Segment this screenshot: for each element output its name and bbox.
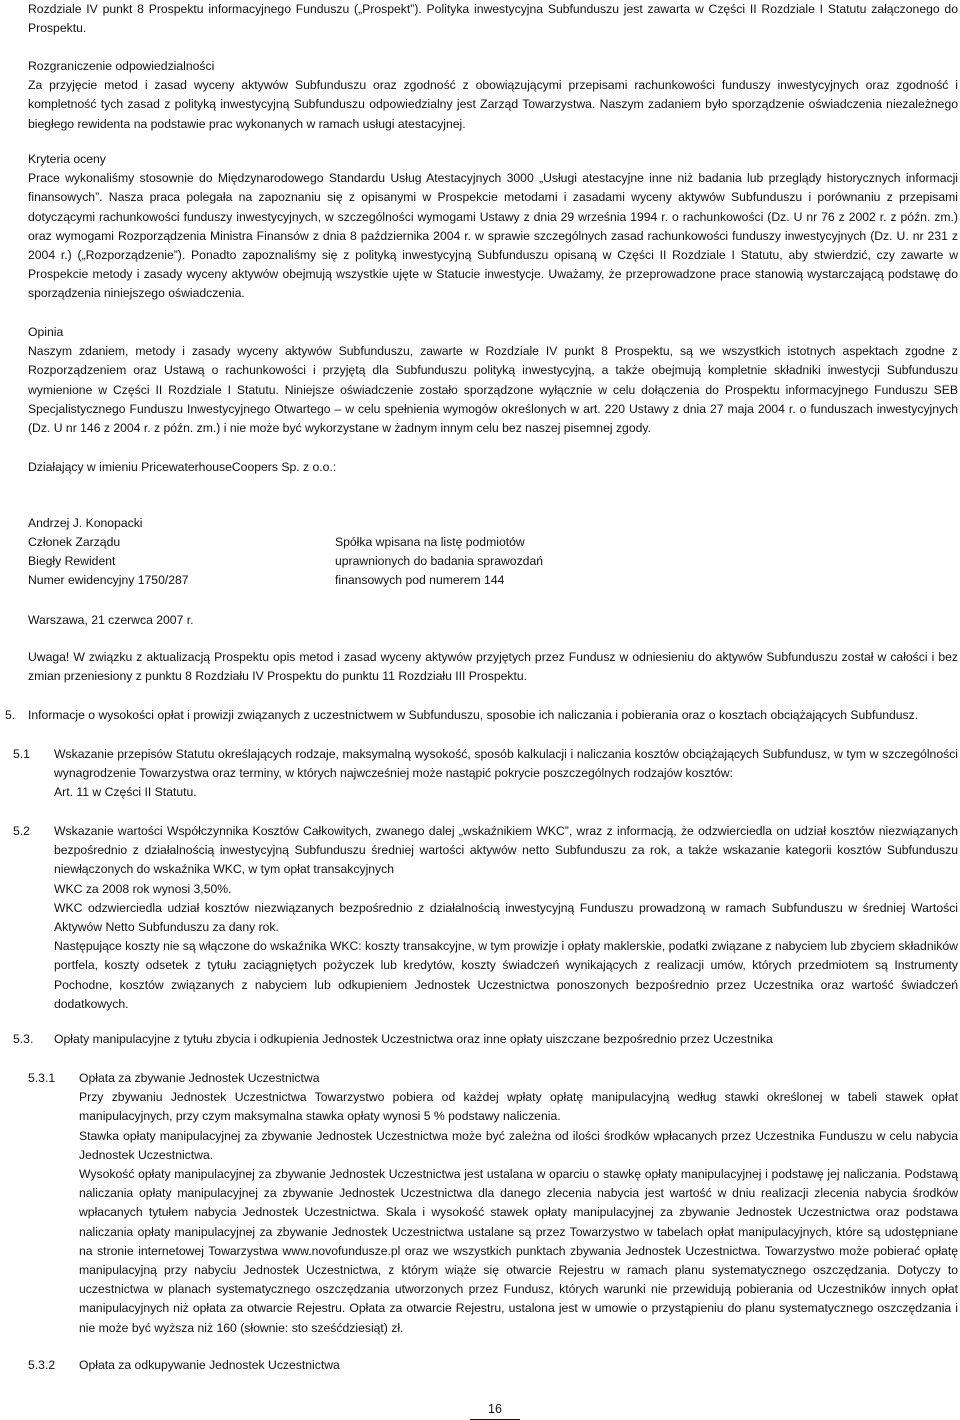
section-5-2 bbox=[13, 822, 958, 1014]
note-paragraph: Uwaga! W związku z aktualizacją Prospektu opis metod i zasad wyceny aktywów przyjętych przez Fundusz w odniesieniu do aktywów Subfunduszu został w całości i bez zmian przeniesiony z punktu 8 Rozdziału IV Prospektu do punktu 11 Rozdziału III Prospektu. bbox=[28, 650, 958, 684]
subsection-title: Opłata za odkupywanie Jednostek Uczestnictwa bbox=[79, 1358, 340, 1372]
section-title: Opłaty manipulacyjne z tytułu zbycia i odkupienia Jednostek Uczestnictwa oraz inne opłaty uiszczane bezpośrednio przez Uczestnika bbox=[54, 1032, 773, 1046]
page-footer bbox=[0, 1400, 960, 1420]
place-date: Warszawa, 21 czerwca 2007 r. bbox=[28, 613, 194, 627]
company-registration-line: Spółka wpisana na listę podmiotów bbox=[335, 535, 525, 549]
acting-on-behalf: Działający w imieniu PricewaterhouseCoopers Sp. z o.o.: bbox=[28, 460, 337, 474]
section-text: Wskazanie wartości Współczynnika Kosztów Całkowitych, zwanego dalej „wskaźnikiem WKC”, wraz z informacją, że odzwierciedla on udział kosztów niezwiązanych bezpośrednio z działalnością inwestycyjną Subfunduszu średniej wartości aktywów netto Subfunduszu za rok, a także wskazanie kategorii kosztów Subfunduszu niewłączonych do wskaźnika WKC, w tym opłat transakcyjnych bbox=[54, 824, 958, 877]
intro-paragraph: Rozdziale IV punkt 8 Prospektu informacyjnego Funduszu („Prospekt”). Polityka inwestycyjna Subfunduszu jest zawarta w Części II Rozdziale I Statutu załączonego do Prospektu. bbox=[28, 2, 958, 36]
subsection-text: Stawka opłaty manipulacyjnej za zbywanie Jednostek Uczestnictwa może być zależna od ilości środków wpłacanych przez Uczestnika Funduszu w celu nabycia Jednostek Uczestnictwa. bbox=[79, 1128, 958, 1162]
opinion-section bbox=[28, 323, 958, 438]
section-5-3-2 bbox=[28, 1356, 958, 1375]
section-5-1 bbox=[13, 745, 958, 803]
subsection-title: Opłata za zbywanie Jednostek Uczestnictwa bbox=[79, 1071, 320, 1085]
signatory-number: Numer ewidencyjny 1750/287 bbox=[28, 573, 189, 587]
subsection-text: Przy zbywaniu Jednostek Uczestnictwa Towarzystwo pobiera od każdej wpłaty opłatę manipulacyjną według stawki określonej w tabeli stawek opłat manipulacyjnych, przy czym maksymalna stawka opłaty wynosi 5 % podstawy naliczenia. bbox=[79, 1090, 958, 1124]
criteria-section bbox=[28, 150, 958, 304]
section-heading: Kryteria oceny bbox=[28, 152, 106, 166]
section-5-3-1 bbox=[28, 1069, 958, 1338]
section-text: WKC odzwierciedla udział kosztów niezwiązanych bezpośrednio z działalnością inwestycyjną Funduszu prowadzoną w ramach Subfunduszu w średniej Wartości Aktywów Netto Subfunduszu za dany rok. bbox=[54, 900, 958, 935]
section-5-3 bbox=[13, 1030, 958, 1049]
company-registration-line: uprawnionych do badania sprawozdań bbox=[335, 554, 544, 568]
wkc-value: WKC za 2008 rok wynosi 3,50%. bbox=[54, 881, 232, 896]
statute-reference: Art. 11 w Części II Statutu. bbox=[54, 785, 197, 800]
company-registration-line: finansowych pod numerem 144 bbox=[335, 573, 505, 587]
section-body: Za przyjęcie metod i zasad wyceny aktywów Subfunduszu oraz zgodność z obowiązującymi przepisami rachunkowości funduszy inwestycyjnych oraz zgodność i kompletność tych zasad z polityką inwestycyjną Subfunduszu odpowiedzialny jest Zarząd Towarzystwa. Naszym zadaniem było sporządzenie oświadczenia niezależnego biegłego rewidenta na podstawie prac wykonanych w ramach usługi atestacyjnej. bbox=[28, 78, 958, 131]
signatory-title: Biegły Rewident bbox=[28, 554, 116, 568]
section-heading: Rozgraniczenie odpowiedzialności bbox=[28, 59, 215, 73]
section-number: 5.3. bbox=[13, 1032, 34, 1046]
subsection-text: Wysokość opłaty manipulacyjnej za zbywanie Jednostek Uczestnictwa jest ustalana w oparciu o stawkę opłaty manipulacyjnej i podstawę jej naliczania. Podstawą naliczania opłaty manipulacyjnej za zbywanie Jednostek Uczestnictwa dla danego zlecenia nabycia jest wartość w dniu realizacji zlecenia nabycia środków wpłacanych tytułem nabycia Jednostek Uczestnictwa. Skala i wysokość stawek opłaty manipulacyjnej za zbywanie Jednostek Uczestnictwa oraz podstawa naliczania opłaty manipulacyjnej za zbywanie Jednostek Uczestnictwa ustalane są przez Towarzystwo w tabelach opłat manipulacyjnych, które są udostępniane na stronie internetowej Towarzystwa www.novofundusze.pl oraz we wszystkich punktach zbywania Jednostek Uczestnictwa. Towarzystwo może pobierać opłatę manipulacyjną przy nabyciu Jednostek Uczestnictwa, z którym wiąże się otwarcie Rejestru w ramach planu systematycznego oszczędzania. Dotyczy to uczestnictwa w planach systematycznego oszczędzania utworzonych przez Fundusz, których warunki nie przewidują pobierania od Uczestników innych opłat manipulacyjnych niż opłata za otwarcie Rejestru. Opłata za otwarcie Rejestru, ustalona jest w umowie o przystąpieniu do planu systematycznego oszczędzania i nie może być wyższa niż 160 (słownie: sto sześćdziesiąt) zł. bbox=[79, 1167, 958, 1335]
section-number: 5. bbox=[5, 708, 16, 722]
signatory-name: Andrzej J. Konopacki bbox=[28, 516, 143, 530]
section-body: Prace wykonaliśmy stosownie do Międzynarodowego Standardu Usług Atestacyjnych 3000 „Usługi atestacyjne inne niż badania lub przeglądy historycznych informacji finansowych”. Nasza praca polegała na zapoznaniu się z opisanymi w Prospekcie metodami i zasadami wyceny aktywów Subfunduszu i porównaniu z przepisami dotyczącymi rachunkowości funduszy inwestycyjnych, w szczególności wymogami Ustawy z dnia 29 września 1994 r. o rachunkowości (Dz. U nr 76 z 2002 r. z późn. zm.) oraz wymogami Rozporządzenia Ministra Finansów z dnia 8 października 2004 r. w sprawie szczególnych zasad rachunkowości funduszy inwestycyjnych (Dz. U. nr 231 z 2004 r.) („Rozporządzenie”). Ponadto zapoznaliśmy się z polityką inwestycyjną Subfunduszu opisaną w Części II Rozdziale I Statutu, aby stwierdzić, czy zawarte w Prospekcie metody i zasady wyceny aktywów obejmują wszystkie ujęte w Statucie inwestycje. Uważamy, że przeprowadzone prace stanowią wystarczającą podstawę do sporządzenia niniejszego oświadczenia. bbox=[28, 171, 958, 301]
section-text: Wskazanie przepisów Statutu określających rodzaje, maksymalną wysokość, sposób kalkulacji i naliczania kosztów obciążających Subfundusz, w tym w szczególności wynagrodzenie Towarzystwa oraz terminy, w których najwcześniej może nastąpić pokrycie poszczególnych rodzajów kosztów: bbox=[54, 747, 958, 781]
page-number: 16 bbox=[470, 1400, 520, 1420]
section-title: Informacje o wysokości opłat i prowizji związanych z uczestnictwem w Subfunduszu, sposobie ich naliczania i pobierania oraz o kosztach obciążających Subfundusz. bbox=[28, 708, 919, 722]
section-number: 5.2 bbox=[13, 824, 30, 838]
section-number: 5.3.1 bbox=[28, 1071, 56, 1085]
signatory-role: Członek Zarządu bbox=[28, 535, 121, 549]
section-number: 5.3.2 bbox=[28, 1358, 56, 1372]
section-heading: Opinia bbox=[28, 325, 64, 339]
section-5 bbox=[5, 706, 958, 725]
section-text: Następujące koszty nie są włączone do wskaźnika WKC: koszty transakcyjne, w tym prowizje i opłaty maklerskie, podatki związane z nabyciem lub zbyciem składników portfela, koszty odsetek z tytułu zaciągniętych pożyczek lub kredytów, koszty świadczeń wynikających z realizacji umów, których przedmiotem są Instrumenty Pochodne, kosztów związanych z nabyciem lub odkupieniem Jednostek Uczestnictwa ponoszonych bezpośrednio przez Uczestnika oraz wartość świadczeń dodatkowych. bbox=[54, 939, 958, 1011]
section-body: Naszym zdaniem, metody i zasady wyceny aktywów Subfunduszu, zawarte w Rozdziale IV punkt 8 Prospektu, są we wszystkich istotnych aspektach zgodne z Rozporządzeniem oraz Ustawą o rachunkowości i przyjętą dla Subfunduszu polityką inwestycyjną, a także obejmują kompletnie składniki inwestycji Subfunduszu wymienione w Części II Rozdziale I Statutu. Niniejsze oświadczenie zostało sporządzone wyłącznie w celu dołączenia do Prospektu informacyjnego Funduszu SEB Specjalistycznego Funduszu Inwestycyjnego Otwartego – w celu spełnienia wymogów określonych w art. 220 Ustawy z dnia 27 maja 2004 r. o funduszach inwestycyjnych (Dz. U nr 146 z 2004 r. z późn. zm.) i nie może być wykorzystane w żadnym innym celu bez naszej pisemnej zgody. bbox=[28, 344, 958, 436]
section-number: 5.1 bbox=[13, 747, 30, 761]
responsibility-section bbox=[28, 57, 958, 134]
